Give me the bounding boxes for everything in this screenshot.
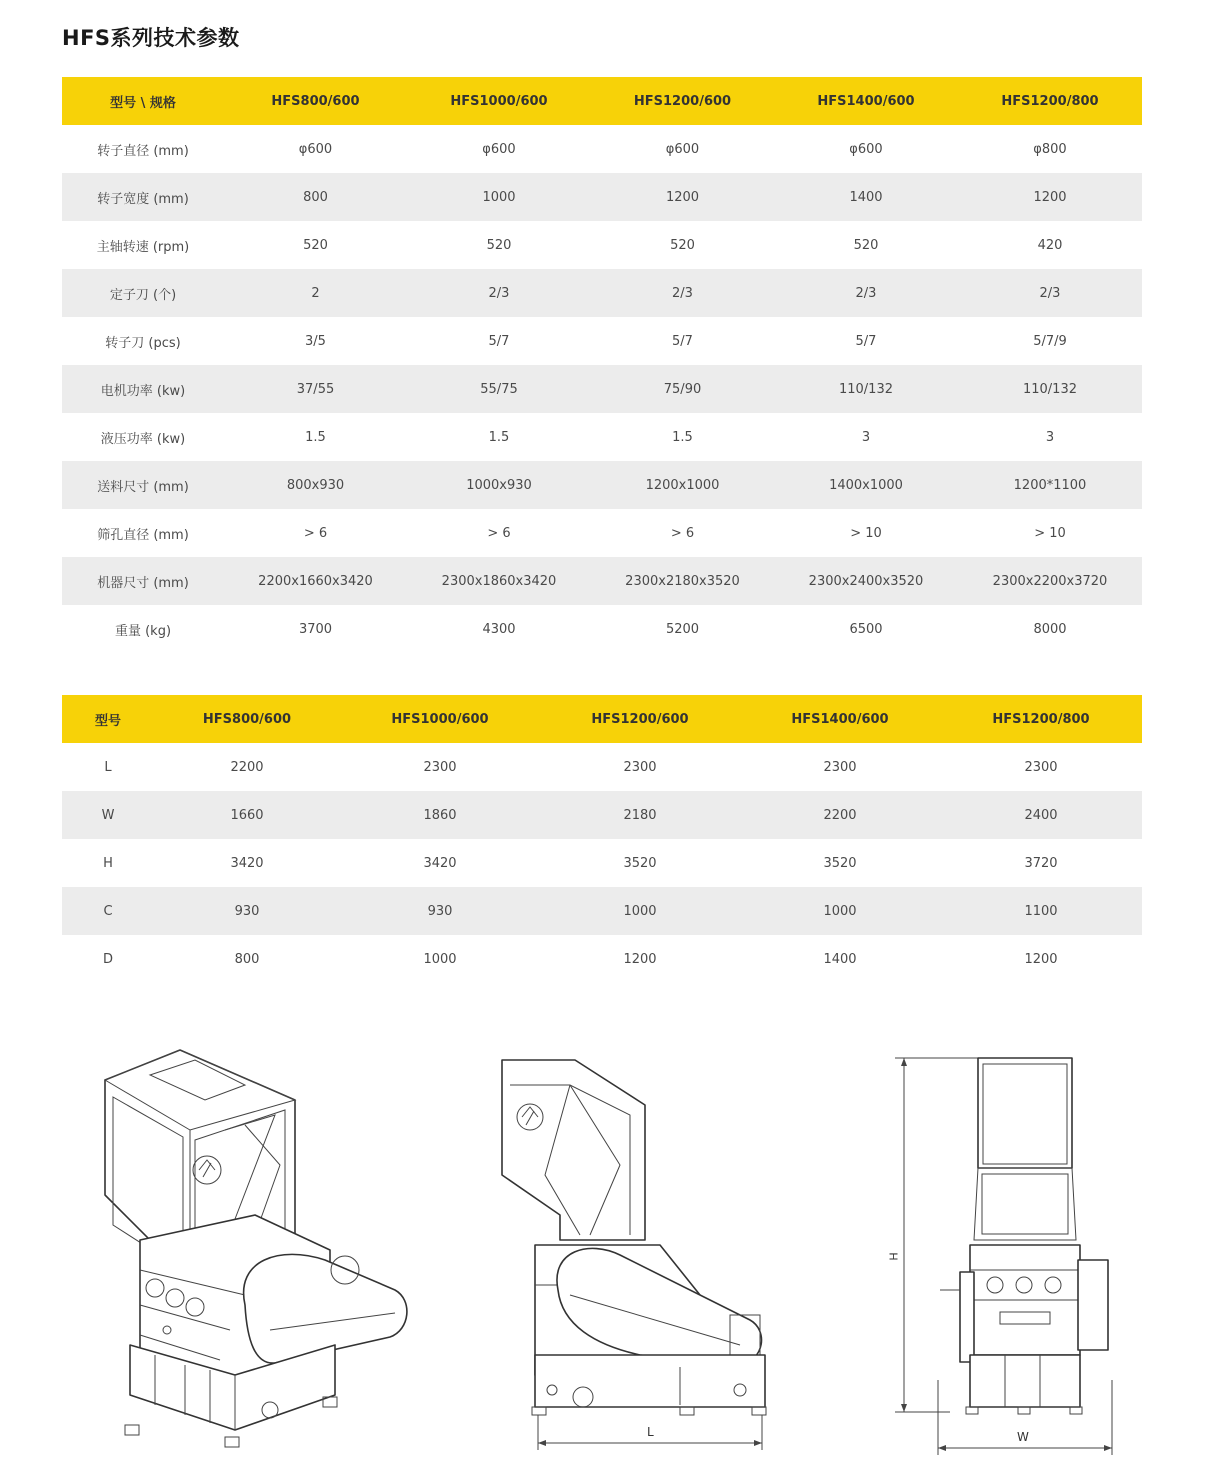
table-cell: 1000 (423, 951, 457, 967)
table-cell: > 6 (303, 525, 328, 541)
front-view-drawing (887, 1050, 1120, 1460)
table-cell: 2/3 (958, 269, 1142, 317)
table-cell: 5/7 (672, 333, 693, 349)
table-cell: 2300x2180x3520 (591, 557, 774, 605)
width-dimension-label: W (1017, 1430, 1029, 1444)
table-cell: 2300x2200x3720 (958, 557, 1142, 605)
table-cell: 800 (234, 951, 260, 967)
row-label: 电机功率 (kw) (62, 365, 224, 413)
table-cell: 420 (1037, 237, 1063, 253)
table-cell: 2200 (230, 759, 264, 775)
model-header: HFS800/600 (154, 695, 340, 743)
table-cell: 5/7/9 (1033, 333, 1067, 349)
table-row (62, 605, 1142, 653)
table-cell: 1200 (623, 951, 657, 967)
table-cell: 3420 (423, 855, 457, 871)
row-label: 重量 (kg) (114, 623, 172, 639)
table-cell: 930 (154, 887, 340, 935)
table-cell: 37/55 (224, 365, 407, 413)
table-cell: 2/3 (591, 269, 774, 317)
table-cell: 5200 (665, 621, 700, 637)
table-cell: 2200x1660x3420 (224, 557, 407, 605)
table-cell: 3420 (230, 855, 264, 871)
table-cell: 1000 (740, 887, 940, 935)
table-cell: 4300 (482, 621, 516, 637)
model-header: HFS1000/600 (340, 695, 540, 743)
table-row (62, 839, 1142, 887)
table-cell: φ800 (1033, 141, 1067, 157)
table-cell: 2300x2400x3520 (774, 557, 958, 605)
row-label: 转子宽度 (mm) (62, 173, 224, 221)
table-row (62, 743, 1142, 791)
table-cell: 1.5 (488, 429, 510, 445)
table-cell: 8000 (1033, 621, 1067, 637)
table-cell: 5/7 (855, 333, 877, 349)
row-label: 主轴转速 (rpm) (96, 239, 190, 255)
table-cell: 75/90 (591, 365, 774, 413)
table-cell: 1200 (591, 173, 774, 221)
row-label: L (104, 759, 112, 775)
model-header: HFS1200/800 (958, 77, 1142, 125)
table-row (62, 791, 1142, 839)
table-cell: 1.5 (305, 429, 326, 445)
table-cell: 3 (1045, 429, 1055, 445)
row-label: W (62, 791, 154, 839)
row-label: C (62, 887, 154, 935)
table-row (62, 317, 1142, 365)
model-header: HFS800/600 (224, 77, 407, 125)
side-view-drawing (500, 1055, 780, 1460)
table-cell: 930 (340, 887, 540, 935)
table-cell: 520 (670, 237, 695, 253)
page-title: HFS系列技术参数 (62, 26, 240, 50)
table-row (62, 935, 1142, 983)
table-cell: 110/132 (958, 365, 1142, 413)
table-cell: φ600 (665, 141, 700, 157)
table-cell: φ600 (482, 141, 516, 157)
row-label: 机器尺寸 (mm) (62, 557, 224, 605)
row-label: D (102, 951, 113, 967)
table-cell: 800 (224, 173, 407, 221)
table-cell: 1860 (340, 791, 540, 839)
table-row (62, 269, 1142, 317)
table-cell: 2400 (940, 791, 1142, 839)
model-header: HFS1400/600 (740, 695, 940, 743)
table-cell: 2300 (423, 759, 457, 775)
dimension-table-header (62, 695, 1142, 743)
table-cell: 1400 (774, 173, 958, 221)
table-cell: 3520 (823, 855, 857, 871)
table-cell: 1100 (940, 887, 1142, 935)
height-dimension-label: H (887, 1252, 901, 1261)
model-header: HFS1000/600 (407, 77, 591, 125)
table-cell: 110/132 (774, 365, 958, 413)
table-cell: 3700 (298, 621, 333, 637)
table-cell: 1200 (1024, 951, 1058, 967)
table-cell: 1000 (407, 173, 591, 221)
table-cell: > 6 (487, 525, 511, 541)
row-label: 筛孔直径 (mm) (97, 527, 189, 543)
row-label: 转子刀 (pcs) (105, 335, 181, 351)
table-row (62, 887, 1142, 935)
table-cell: 2300 (1024, 759, 1058, 775)
table-row (62, 365, 1142, 413)
table-cell: 2300 (823, 759, 857, 775)
table-cell: 3/5 (305, 333, 326, 349)
model-header: HFS1400/600 (774, 77, 958, 125)
row-label: 液压功率 (kw) (100, 431, 186, 447)
table-cell: 2300x1860x3420 (407, 557, 591, 605)
table-cell: 2/3 (774, 269, 958, 317)
table-row (62, 173, 1142, 221)
table-cell: 1000 (540, 887, 740, 935)
table-cell: φ600 (849, 141, 883, 157)
table-cell: 1660 (154, 791, 340, 839)
table-cell: 520 (303, 237, 328, 253)
model-header: HFS1200/600 (540, 695, 740, 743)
table-row (62, 509, 1142, 557)
length-dimension-label: L (647, 1425, 654, 1439)
table-cell: 520 (486, 237, 512, 253)
table-cell: 2180 (540, 791, 740, 839)
table-cell: 1200 (958, 173, 1142, 221)
corner-header: 型号 \ 规格 (62, 77, 224, 125)
table-cell: > 10 (850, 525, 882, 541)
table-cell: 3520 (623, 855, 657, 871)
table-cell: 1200x1000 (591, 461, 774, 509)
table-cell: 6500 (849, 621, 883, 637)
isometric-machine-drawing (95, 1045, 425, 1460)
row-label: H (103, 855, 113, 871)
table-cell: 2 (224, 269, 407, 317)
table-cell: > 6 (670, 525, 695, 541)
table-cell: 3 (861, 429, 871, 445)
model-header: HFS1200/800 (940, 695, 1142, 743)
table-row (62, 557, 1142, 605)
table-cell: 5/7 (488, 333, 510, 349)
table-cell: 1400 (823, 951, 857, 967)
corner-header: 型号 (62, 695, 154, 743)
table-cell: 1400x1000 (774, 461, 958, 509)
table-row (62, 125, 1142, 173)
table-row (62, 461, 1142, 509)
table-cell: φ600 (298, 141, 333, 157)
row-label: 转子直径 (mm) (97, 143, 189, 159)
table-cell: 55/75 (407, 365, 591, 413)
spec-table-header (62, 77, 1142, 125)
table-cell: > 10 (1034, 525, 1066, 541)
model-header: HFS1200/600 (591, 77, 774, 125)
table-cell: 3720 (1024, 855, 1058, 871)
table-cell: 1200*1100 (958, 461, 1142, 509)
table-cell: 2300 (623, 759, 657, 775)
table-cell: 800x930 (224, 461, 407, 509)
table-cell: 2200 (740, 791, 940, 839)
spec-table (62, 77, 1142, 653)
table-cell: 2/3 (407, 269, 591, 317)
row-label: 送料尺寸 (mm) (62, 461, 224, 509)
table-cell: 1.5 (672, 429, 693, 445)
dimension-table (62, 695, 1142, 983)
row-label: 定子刀 (个) (62, 269, 224, 317)
table-row (62, 221, 1142, 269)
table-row (62, 413, 1142, 461)
table-cell: 520 (853, 237, 879, 253)
table-cell: 1000x930 (407, 461, 591, 509)
